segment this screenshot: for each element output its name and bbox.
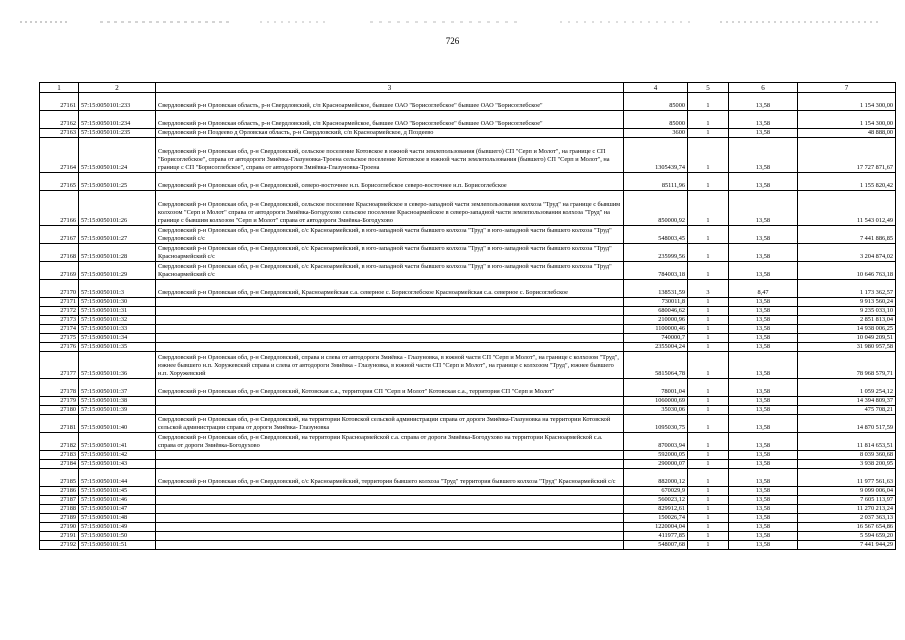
cell-desc bbox=[156, 298, 624, 307]
cell-id: 27168 bbox=[40, 244, 79, 262]
cell-value: 9 913 560,24 bbox=[798, 298, 896, 307]
cell-id: 27180 bbox=[40, 406, 79, 415]
cell-id: 27172 bbox=[40, 307, 79, 316]
cell-desc bbox=[156, 496, 624, 505]
cell-value: 11 814 653,51 bbox=[798, 433, 896, 451]
cell-value: 11 977 561,63 bbox=[798, 469, 896, 487]
cell-area: 730011,8 bbox=[624, 298, 688, 307]
cell-desc: Свердловский р-н Орловская обл, р-н Свердловский, на территории Красноармейской с.а. справа от дороги Змиёвка-Богодухово на территории Красноармейской с.а. справа от дороги Змиёвка-Богодухово bbox=[156, 433, 624, 451]
cell-value: 3 938 200,95 bbox=[798, 460, 896, 469]
cell-cad: 57:15:0050101:30 bbox=[79, 298, 156, 307]
cell-cad: 57:15:0050101:50 bbox=[79, 532, 156, 541]
cell-rate: 13,58 bbox=[729, 505, 798, 514]
cell-area: 235999,56 bbox=[624, 244, 688, 262]
cell-rate: 13,58 bbox=[729, 343, 798, 352]
cell-area: 85000 bbox=[624, 93, 688, 111]
cell-id: 27182 bbox=[40, 433, 79, 451]
cell-k: 1 bbox=[688, 352, 729, 379]
cell-area: 670029,9 bbox=[624, 487, 688, 496]
cell-area: 784003,18 bbox=[624, 262, 688, 280]
cell-cad: 57:15:0050101:29 bbox=[79, 262, 156, 280]
cell-area: 85000 bbox=[624, 111, 688, 129]
cell-value: 14 870 517,59 bbox=[798, 415, 896, 433]
header-cell: 3 bbox=[156, 83, 624, 93]
cell-k: 1 bbox=[688, 298, 729, 307]
cell-cad: 57:15:0050101:24 bbox=[79, 138, 156, 173]
table-row bbox=[40, 451, 896, 460]
cell-id: 27173 bbox=[40, 316, 79, 325]
cell-id: 27191 bbox=[40, 532, 79, 541]
cell-id: 27165 bbox=[40, 173, 79, 191]
cell-desc bbox=[156, 514, 624, 523]
cell-area: 290000,07 bbox=[624, 460, 688, 469]
cell-k: 1 bbox=[688, 316, 729, 325]
cell-value: 7 605 113,97 bbox=[798, 496, 896, 505]
cell-value: 9 235 033,10 bbox=[798, 307, 896, 316]
table-row bbox=[40, 460, 896, 469]
cell-value: 16 567 654,86 bbox=[798, 523, 896, 532]
cell-k: 1 bbox=[688, 129, 729, 138]
cell-id: 27167 bbox=[40, 226, 79, 244]
cell-cad: 57:15:0050101:37 bbox=[79, 379, 156, 397]
cell-desc bbox=[156, 505, 624, 514]
cell-area: 850000,92 bbox=[624, 191, 688, 226]
cell-desc: Свердловский р-н Орловская обл, р-н Свердловский, сельское поселение Красноармейское в северо-западной части землепользования колхоза "Труд" на границе с бывшим колхозом "Серп и Молот" справа от автодороги Змиёвка-Богодухово сельское поселение Красноармейское в северо-западной части землепользования колхоза "Труд" на границе с бывшим колхозом "Серп и Молот" справа от автодороги Змиёвка-Богодухово bbox=[156, 191, 624, 226]
cell-desc bbox=[156, 397, 624, 406]
cell-cad: 57:15:0050101:34 bbox=[79, 334, 156, 343]
cell-desc: Свердловский р-н Орловская обл, р-н Свердловский, северо-восточнее н.п. Борисоглебское северо-восточнее н.п. Борисоглебское bbox=[156, 173, 624, 191]
table-row bbox=[40, 487, 896, 496]
cell-cad: 57:15:0050101:35 bbox=[79, 343, 156, 352]
cell-k: 1 bbox=[688, 173, 729, 191]
cell-id: 27181 bbox=[40, 415, 79, 433]
cell-cad: 57:15:0050101:39 bbox=[79, 406, 156, 415]
cell-desc: Свердловский р-н Орловская обл, р-н Свердловский, с/с Красноармейский, территория бывшего колхоза "Труд" территория бывшего колхоза "Труд" Красноармейский с/с bbox=[156, 469, 624, 487]
cell-rate: 13,58 bbox=[729, 138, 798, 173]
cell-desc: Свердловский р-н Орловская обл, р-н Свердловский, Котовская с.а., территория СП "Серп и Молот" Котовская с.а., территория СП "Серп и Молот" bbox=[156, 379, 624, 397]
cell-cad: 57:15:0050101:41 bbox=[79, 433, 156, 451]
cell-id: 27179 bbox=[40, 397, 79, 406]
table-row bbox=[40, 325, 896, 334]
cell-desc bbox=[156, 523, 624, 532]
cell-rate: 13,58 bbox=[729, 325, 798, 334]
page-number: 726 bbox=[445, 36, 460, 46]
cell-desc bbox=[156, 532, 624, 541]
cell-value: 10 049 209,51 bbox=[798, 334, 896, 343]
table-row bbox=[40, 352, 896, 379]
register-table bbox=[39, 82, 896, 550]
table-header-row bbox=[40, 83, 896, 93]
cell-desc bbox=[156, 316, 624, 325]
cell-id: 27178 bbox=[40, 379, 79, 397]
cell-k: 1 bbox=[688, 469, 729, 487]
cell-rate: 8,47 bbox=[729, 280, 798, 298]
cell-rate: 13,58 bbox=[729, 415, 798, 433]
cell-cad: 57:15:0050101:42 bbox=[79, 451, 156, 460]
cell-id: 27164 bbox=[40, 138, 79, 173]
cell-rate: 13,58 bbox=[729, 397, 798, 406]
cell-desc: Свердловский р-н Орловская обл, р-н Свердловский, на территории Котовской сельской администрации справа от дороги Змиёвка-Глазуновка на территории Котовской сельской администрации справа от дороги Змиёвка- Глазуновка bbox=[156, 415, 624, 433]
cell-k: 1 bbox=[688, 532, 729, 541]
cell-id: 27162 bbox=[40, 111, 79, 129]
cell-value: 475 708,21 bbox=[798, 406, 896, 415]
cell-value: 31 980 957,58 bbox=[798, 343, 896, 352]
cell-rate: 13,58 bbox=[729, 433, 798, 451]
cell-id: 27192 bbox=[40, 541, 79, 550]
cell-desc bbox=[156, 343, 624, 352]
cell-id: 27188 bbox=[40, 505, 79, 514]
cell-k: 1 bbox=[688, 433, 729, 451]
cell-k: 1 bbox=[688, 505, 729, 514]
table-row bbox=[40, 334, 896, 343]
cell-k: 1 bbox=[688, 307, 729, 316]
cell-area: 560023,12 bbox=[624, 496, 688, 505]
cell-cad: 57:15:0050101:44 bbox=[79, 469, 156, 487]
cell-desc bbox=[156, 487, 624, 496]
cell-desc bbox=[156, 460, 624, 469]
cell-rate: 13,58 bbox=[729, 129, 798, 138]
cell-id: 27185 bbox=[40, 469, 79, 487]
header-cell: 4 bbox=[624, 83, 688, 93]
cell-value: 1 173 362,57 bbox=[798, 280, 896, 298]
cell-cad: 57:15:0050101:43 bbox=[79, 460, 156, 469]
cell-k: 1 bbox=[688, 523, 729, 532]
cell-value: 9 099 006,04 bbox=[798, 487, 896, 496]
table-row bbox=[40, 514, 896, 523]
cell-desc: Свердловский р-н Орловская область, р-н Свердловский, с/п Красноармейское, бывшее ОАО "Борисоглебское" бывшее ОАО "Борисоглебское" bbox=[156, 111, 624, 129]
header-cell: 2 bbox=[79, 83, 156, 93]
cell-desc: Свердловский р-н Орловская обл, р-н Свердловский, с/с Красноармейский, в юго-западной части бывшего колхоза "Труд" в юго-западной части бывшего колхоза "Труд" Красноармейский с/с bbox=[156, 262, 624, 280]
table-row bbox=[40, 496, 896, 505]
cell-desc: Свердловский р-н Орловская обл, р-н Свердловский, сельское поселение Котовское в южной части землепользования (бывшего) СП "Серп и Молот", на границе с СП "Борисоглебское", справа от автодороги Змиёвка-Глазуновка-Троена сельское поселение Котовское в южной части землепользования (бывшего) СП "Серп и Молот", на границе с СП "Борисоглебское", справа от автодороги Змиёвка-Глазуновка-Троена bbox=[156, 138, 624, 173]
header-cell: 7 bbox=[798, 83, 896, 93]
cell-area: 3600 bbox=[624, 129, 688, 138]
cell-rate: 13,58 bbox=[729, 451, 798, 460]
cell-cad: 57:15:0050101:47 bbox=[79, 505, 156, 514]
cell-cad: 57:15:0050101:31 bbox=[79, 307, 156, 316]
cell-desc bbox=[156, 541, 624, 550]
cell-id: 27189 bbox=[40, 514, 79, 523]
table-row bbox=[40, 262, 896, 280]
cell-desc bbox=[156, 451, 624, 460]
cell-rate: 13,58 bbox=[729, 406, 798, 415]
cell-desc: Свердловский р-н Орловская область, р-н Свердловский, с/п Красноармейское, бывшее ОАО "Борисоглебское" бывшее ОАО "Борисоглебское" bbox=[156, 93, 624, 111]
cell-desc bbox=[156, 334, 624, 343]
cell-value: 48 888,00 bbox=[798, 129, 896, 138]
cell-k: 1 bbox=[688, 325, 729, 334]
cell-desc: Свердловский р-н Орловская обл, р-н Свердловский, Красноармейская с.а. северное с. Борисоглебское Красноармейская с.а. северное с. Борисоглебское bbox=[156, 280, 624, 298]
cell-area: 1100000,46 bbox=[624, 325, 688, 334]
table-row bbox=[40, 397, 896, 406]
header-cell: 1 bbox=[40, 83, 79, 93]
cell-cad: 57:15:0050101:3 bbox=[79, 280, 156, 298]
table-row bbox=[40, 433, 896, 451]
cell-k: 1 bbox=[688, 334, 729, 343]
table-row bbox=[40, 307, 896, 316]
cell-rate: 13,58 bbox=[729, 226, 798, 244]
cell-area: 870003,94 bbox=[624, 433, 688, 451]
cell-area: 210000,96 bbox=[624, 316, 688, 325]
cell-rate: 13,58 bbox=[729, 298, 798, 307]
table-row bbox=[40, 505, 896, 514]
cell-cad: 57:15:0050101:235 bbox=[79, 129, 156, 138]
scan-artifact-icon bbox=[0, 19, 905, 25]
cell-k: 1 bbox=[688, 226, 729, 244]
cell-rate: 13,58 bbox=[729, 496, 798, 505]
table-row bbox=[40, 93, 896, 111]
cell-id: 27174 bbox=[40, 325, 79, 334]
cell-id: 27161 bbox=[40, 93, 79, 111]
cell-value: 14 938 006,25 bbox=[798, 325, 896, 334]
cell-id: 27170 bbox=[40, 280, 79, 298]
cell-k: 1 bbox=[688, 496, 729, 505]
cell-cad: 57:15:0050101:33 bbox=[79, 325, 156, 334]
cell-cad: 57:15:0050101:27 bbox=[79, 226, 156, 244]
cell-k: 1 bbox=[688, 514, 729, 523]
cell-desc: Свердловский р-н Орловская обл, р-н Свердловский, справа и слева от автодороги Змиёвка - Глазуновка, в южной части СП "Серп и Молот", на границе с колхозом "Труд", южнее бывшего н.п. Хоружевский справа и слева от автодороги Змиёвка - Глазуновка, в южной части СП "Серп и Молот", на границе с колхозом "Труд", южнее бывшего н.п. Хоружевский bbox=[156, 352, 624, 379]
table-row bbox=[40, 191, 896, 226]
cell-id: 27187 bbox=[40, 496, 79, 505]
cell-cad: 57:15:0050101:40 bbox=[79, 415, 156, 433]
cell-area: 35030,06 bbox=[624, 406, 688, 415]
cell-area: 411977,85 bbox=[624, 532, 688, 541]
cell-cad: 57:15:0050101:45 bbox=[79, 487, 156, 496]
cell-rate: 13,58 bbox=[729, 191, 798, 226]
cell-k: 1 bbox=[688, 191, 729, 226]
cell-cad: 57:15:0050101:46 bbox=[79, 496, 156, 505]
cell-k: 1 bbox=[688, 451, 729, 460]
table-row bbox=[40, 111, 896, 129]
cell-k: 1 bbox=[688, 541, 729, 550]
header-cell: 5 bbox=[688, 83, 729, 93]
cell-id: 27163 bbox=[40, 129, 79, 138]
cell-area: 85111,96 bbox=[624, 173, 688, 191]
cell-cad: 57:15:0050101:49 bbox=[79, 523, 156, 532]
cell-id: 27177 bbox=[40, 352, 79, 379]
cell-value: 3 204 874,02 bbox=[798, 244, 896, 262]
cell-desc bbox=[156, 406, 624, 415]
cell-rate: 13,58 bbox=[729, 93, 798, 111]
cell-cad: 57:15:0050101:28 bbox=[79, 244, 156, 262]
cell-value: 14 394 809,37 bbox=[798, 397, 896, 406]
cell-k: 1 bbox=[688, 397, 729, 406]
cell-k: 1 bbox=[688, 487, 729, 496]
cell-rate: 13,58 bbox=[729, 244, 798, 262]
cell-value: 1 154 300,00 bbox=[798, 93, 896, 111]
table-row bbox=[40, 541, 896, 550]
cell-area: 2355004,24 bbox=[624, 343, 688, 352]
scan-header-noise bbox=[0, 12, 905, 18]
cell-id: 27171 bbox=[40, 298, 79, 307]
cell-k: 1 bbox=[688, 460, 729, 469]
cell-area: 548007,68 bbox=[624, 541, 688, 550]
cell-area: 138531,59 bbox=[624, 280, 688, 298]
cell-desc: Свердловский р-н Орловская обл, р-н Свердловский, с/с Красноармейский, в юго-западной части бывшего колхоза "Труд" в юго-западной части бывшего колхоза "Труд" Красноармейский с/с bbox=[156, 244, 624, 262]
cell-area: 1305439,74 bbox=[624, 138, 688, 173]
table-row bbox=[40, 379, 896, 397]
cell-k: 1 bbox=[688, 379, 729, 397]
cell-rate: 13,58 bbox=[729, 352, 798, 379]
table-row bbox=[40, 129, 896, 138]
table-row bbox=[40, 469, 896, 487]
cell-area: 5815064,78 bbox=[624, 352, 688, 379]
cell-id: 27183 bbox=[40, 451, 79, 460]
cell-area: 150026,74 bbox=[624, 514, 688, 523]
table-row bbox=[40, 298, 896, 307]
cell-value: 1 059 254,12 bbox=[798, 379, 896, 397]
cell-value: 8 039 360,68 bbox=[798, 451, 896, 460]
cell-rate: 13,58 bbox=[729, 487, 798, 496]
cell-value: 10 646 763,18 bbox=[798, 262, 896, 280]
cell-desc bbox=[156, 307, 624, 316]
cell-rate: 13,58 bbox=[729, 379, 798, 397]
cell-value: 2 851 813,04 bbox=[798, 316, 896, 325]
cell-rate: 13,58 bbox=[729, 334, 798, 343]
cell-rate: 13,58 bbox=[729, 307, 798, 316]
cell-value: 5 594 659,20 bbox=[798, 532, 896, 541]
cell-desc: Свердловский р-н Орловская обл, р-н Свердловский, с/с Красноармейский, в юго-западной части бывшего колхоза "Труд" в юго-западной части бывшего колхоза "Труд" Свердловский с/с bbox=[156, 226, 624, 244]
cell-cad: 57:15:0050101:32 bbox=[79, 316, 156, 325]
cell-area: 78001,04 bbox=[624, 379, 688, 397]
cell-k: 1 bbox=[688, 415, 729, 433]
cell-k: 1 bbox=[688, 244, 729, 262]
cell-k: 1 bbox=[688, 406, 729, 415]
cell-id: 27166 bbox=[40, 191, 79, 226]
cell-rate: 13,58 bbox=[729, 111, 798, 129]
cell-id: 27186 bbox=[40, 487, 79, 496]
cell-desc: Свердловский р-н Поздеево д Орловская область, р-н Свердловский, с/п Красноармейское, д Поздеево bbox=[156, 129, 624, 138]
cell-id: 27184 bbox=[40, 460, 79, 469]
cell-value: 78 968 579,71 bbox=[798, 352, 896, 379]
cell-value: 11 543 012,49 bbox=[798, 191, 896, 226]
cell-value: 2 037 363,13 bbox=[798, 514, 896, 523]
table-row bbox=[40, 280, 896, 298]
cell-k: 1 bbox=[688, 343, 729, 352]
cell-area: 680046,62 bbox=[624, 307, 688, 316]
cell-area: 548003,45 bbox=[624, 226, 688, 244]
cell-id: 27176 bbox=[40, 343, 79, 352]
table-row bbox=[40, 343, 896, 352]
cell-k: 1 bbox=[688, 111, 729, 129]
table-row bbox=[40, 173, 896, 191]
cell-cad: 57:15:0050101:36 bbox=[79, 352, 156, 379]
table-body bbox=[40, 93, 896, 550]
cell-rate: 13,58 bbox=[729, 262, 798, 280]
table-row bbox=[40, 244, 896, 262]
cell-value: 7 441 886,85 bbox=[798, 226, 896, 244]
cell-area: 592000,05 bbox=[624, 451, 688, 460]
cell-rate: 13,58 bbox=[729, 541, 798, 550]
cell-k: 1 bbox=[688, 138, 729, 173]
cell-k: 3 bbox=[688, 280, 729, 298]
table-row bbox=[40, 415, 896, 433]
cell-area: 1060000,69 bbox=[624, 397, 688, 406]
cell-desc bbox=[156, 325, 624, 334]
cell-rate: 13,58 bbox=[729, 469, 798, 487]
cell-id: 27169 bbox=[40, 262, 79, 280]
cell-cad: 57:15:0050101:25 bbox=[79, 173, 156, 191]
cell-area: 1220004,04 bbox=[624, 523, 688, 532]
cell-value: 7 441 944,29 bbox=[798, 541, 896, 550]
cell-rate: 13,58 bbox=[729, 173, 798, 191]
cell-id: 27175 bbox=[40, 334, 79, 343]
cell-id: 27190 bbox=[40, 523, 79, 532]
cell-value: 17 727 871,67 bbox=[798, 138, 896, 173]
cell-cad: 57:15:0050101:38 bbox=[79, 397, 156, 406]
cell-cad: 57:15:0050101:234 bbox=[79, 111, 156, 129]
cell-k: 1 bbox=[688, 93, 729, 111]
cell-rate: 13,58 bbox=[729, 532, 798, 541]
cell-rate: 13,58 bbox=[729, 523, 798, 532]
cell-cad: 57:15:0050101:233 bbox=[79, 93, 156, 111]
table-row bbox=[40, 532, 896, 541]
cell-rate: 13,58 bbox=[729, 460, 798, 469]
cell-area: 1095030,75 bbox=[624, 415, 688, 433]
cell-area: 882000,12 bbox=[624, 469, 688, 487]
table-row bbox=[40, 523, 896, 532]
cell-value: 11 270 213,24 bbox=[798, 505, 896, 514]
cell-cad: 57:15:0050101:51 bbox=[79, 541, 156, 550]
cell-value: 1 154 300,00 bbox=[798, 111, 896, 129]
cell-rate: 13,58 bbox=[729, 316, 798, 325]
cell-area: 740000,7 bbox=[624, 334, 688, 343]
cell-area: 829912,61 bbox=[624, 505, 688, 514]
cell-value: 1 155 820,42 bbox=[798, 173, 896, 191]
cell-k: 1 bbox=[688, 262, 729, 280]
table-row bbox=[40, 226, 896, 244]
cell-rate: 13,58 bbox=[729, 514, 798, 523]
table-row bbox=[40, 316, 896, 325]
cell-cad: 57:15:0050101:48 bbox=[79, 514, 156, 523]
header-cell: 6 bbox=[729, 83, 798, 93]
cell-cad: 57:15:0050101:26 bbox=[79, 191, 156, 226]
table-row bbox=[40, 406, 896, 415]
table-row bbox=[40, 138, 896, 173]
